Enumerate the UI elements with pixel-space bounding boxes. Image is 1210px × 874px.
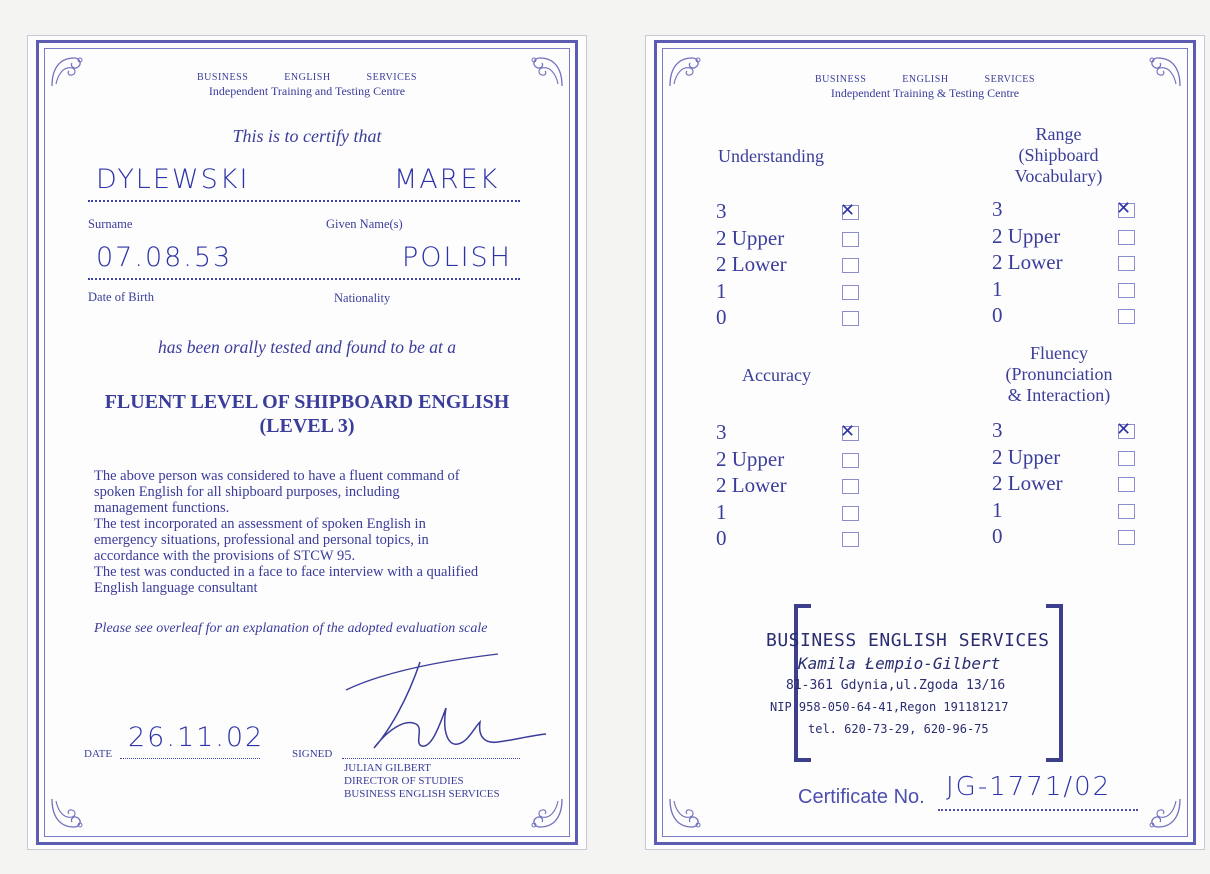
checkbox-fluency-0[interactable]: [1118, 530, 1135, 545]
level-label: 1: [992, 497, 1003, 522]
header-word: BUSINESS: [815, 74, 867, 85]
certify-text: This is to certify that: [232, 126, 382, 146]
corner-ornament-icon: [668, 797, 702, 831]
checkbox-understanding-2-upper[interactable]: [842, 232, 859, 247]
stamp-line: NIP 958-050-64-41,Regon 191181217: [770, 700, 1009, 714]
stamp-line: BUSINESS ENGLISH SERVICES: [766, 630, 1050, 651]
body-line: emergency situations, professional and personal topics, in: [94, 532, 429, 548]
checkbox-range-3[interactable]: [1118, 203, 1135, 218]
corner-ornament-icon: [50, 797, 84, 831]
body-line: English language consultant: [94, 580, 258, 596]
certificate-number-line: [938, 809, 1138, 811]
scale-row: [992, 224, 1142, 251]
nationality-label: Nationality: [334, 291, 391, 305]
corner-ornament-icon: [1148, 797, 1182, 831]
header-subtitle: Independent Training and Testing Centre: [208, 84, 406, 98]
scale-range: [992, 197, 1142, 330]
signed-label: SIGNED: [292, 748, 333, 760]
category-label-line: Vocabulary): [1014, 166, 1103, 186]
checkbox-understanding-1[interactable]: [842, 285, 859, 300]
category-range-label: [986, 124, 1131, 187]
scale-row: [716, 526, 866, 553]
level-label: 2 Upper: [716, 225, 785, 250]
checkbox-fluency-3[interactable]: [1118, 424, 1135, 439]
level-label: 3: [716, 199, 727, 223]
scale-row: [716, 252, 866, 279]
scale-row: [716, 420, 866, 447]
category-label-line: & Interaction): [1007, 385, 1111, 405]
date-label: DATE: [84, 748, 113, 760]
overleaf-note: Please see overleaf for an explanation of the adopted evaluation scale: [94, 621, 488, 636]
stamp-line: Kamila Łempio-Gilbert: [798, 654, 1001, 673]
level-label: 1: [716, 278, 727, 303]
scale-row: [992, 250, 1142, 277]
signer-block: [344, 762, 500, 801]
level-subtitle: (LEVEL 3): [259, 415, 355, 437]
stamp-line: tel. 620-73-29, 620-96-75: [808, 722, 989, 736]
level-label: 0: [992, 524, 1003, 548]
header-word: ENGLISH: [284, 72, 331, 83]
tested-text: has been orally tested and found to be at a: [158, 337, 456, 357]
scale-row: [716, 226, 866, 253]
level-label: 3: [992, 197, 1003, 221]
level-label: 2 Upper: [992, 444, 1061, 469]
header-word: ENGLISH: [902, 74, 949, 85]
scale-row: [992, 498, 1142, 525]
checkbox-fluency-2-lower[interactable]: [1118, 477, 1135, 492]
level-title: FLUENT LEVEL OF SHIPBOARD ENGLISH: [104, 391, 510, 413]
signer-name: JULIAN GILBERT: [344, 762, 432, 774]
given-name-label: Given Name(s): [326, 217, 403, 231]
scale-row: [716, 500, 866, 527]
level-label: 0: [992, 303, 1003, 327]
checkbox-understanding-2-lower[interactable]: [842, 258, 859, 273]
header-word: SERVICES: [366, 72, 417, 83]
level-label: 3: [992, 418, 1003, 442]
body-line: accordance with the provisions of STCW 95.: [94, 548, 356, 564]
scale-row: [716, 305, 866, 332]
given-name-value: MAREK: [394, 164, 500, 195]
checkbox-accuracy-3[interactable]: [842, 426, 859, 441]
checkbox-range-1[interactable]: [1118, 283, 1135, 298]
certificate-front-page: [27, 35, 587, 850]
scale-row: [992, 197, 1142, 224]
checkbox-understanding-3[interactable]: [842, 205, 859, 220]
signature-drawing: [328, 648, 558, 760]
category-label-line: Fluency: [1030, 343, 1088, 363]
level-label: 2 Lower: [716, 252, 787, 276]
level-label: 3: [716, 420, 727, 444]
level-label: 0: [716, 526, 727, 550]
body-line: The test was conducted in a face to face interview with a qualified: [94, 564, 479, 580]
surname-label: Surname: [88, 217, 133, 231]
checkbox-accuracy-1[interactable]: [842, 506, 859, 521]
nationality-value: POLISH: [402, 242, 512, 273]
level-label: 2 Lower: [992, 250, 1063, 274]
scale-row: [716, 279, 866, 306]
checkbox-understanding-0[interactable]: [842, 311, 859, 326]
checkbox-fluency-1[interactable]: [1118, 504, 1135, 519]
certificate-body: [94, 468, 554, 596]
scale-row: [716, 473, 866, 500]
header-org-words: [646, 74, 1204, 85]
checkbox-range-2-lower[interactable]: [1118, 256, 1135, 271]
checkbox-accuracy-2-upper[interactable]: [842, 453, 859, 468]
scale-row: [992, 418, 1142, 445]
category-label-line: (Pronunciation: [1005, 364, 1113, 384]
category-fluency-label: [984, 343, 1134, 406]
checkbox-accuracy-2-lower[interactable]: [842, 479, 859, 494]
level-label: 2 Lower: [716, 473, 787, 497]
certificate-number-label: Certificate No.: [798, 786, 925, 808]
category-label-line: Range: [1035, 124, 1082, 144]
scale-understanding: [716, 199, 866, 332]
body-line: The test incorporated an assessment of spoken English in: [94, 516, 426, 532]
dob-label: Date of Birth: [88, 290, 154, 304]
level-label: 2 Upper: [992, 223, 1061, 248]
header-word: SERVICES: [984, 74, 1035, 85]
checkbox-fluency-2-upper[interactable]: [1118, 451, 1135, 466]
checkbox-accuracy-0[interactable]: [842, 532, 859, 547]
category-understanding-label: Understanding: [718, 146, 824, 166]
body-line: The above person was considered to have a fluent command of: [94, 468, 460, 484]
checkbox-range-0[interactable]: [1118, 309, 1135, 324]
level-label: 2 Upper: [716, 446, 785, 471]
scale-row: [992, 445, 1142, 472]
surname-value: DYLEWSKI: [96, 164, 250, 195]
scale-row: [992, 303, 1142, 330]
stamp-bracket-right: [1046, 604, 1063, 762]
scale-row: [716, 447, 866, 474]
signer-org: BUSINESS ENGLISH SERVICES: [344, 788, 500, 800]
signed-line: [342, 758, 520, 759]
corner-ornament-icon: [530, 797, 564, 831]
date-line: [120, 758, 260, 759]
certificate-back-page: [645, 35, 1205, 850]
dob-value: 07.08.53: [96, 242, 233, 273]
category-accuracy-label: Accuracy: [742, 365, 811, 385]
scale-row: [992, 277, 1142, 304]
signer-title: DIRECTOR OF STUDIES: [344, 775, 464, 787]
scale-row: [992, 471, 1142, 498]
body-line: spoken English for all shipboard purposes, including: [94, 484, 400, 500]
scale-row: [716, 199, 866, 226]
scale-fluency: [992, 418, 1142, 551]
header-subtitle: Independent Training & Testing Centre: [830, 86, 1020, 100]
level-label: 1: [716, 499, 727, 524]
certificate-number-value: JG-1771/02: [946, 772, 1112, 802]
stamp-line: 81-361 Gdynia,ul.Zgoda 13/16: [786, 678, 1006, 693]
level-label: 0: [716, 305, 727, 329]
scale-row: [992, 524, 1142, 551]
level-label: 1: [992, 276, 1003, 301]
category-label-line: (Shipboard: [1018, 145, 1099, 165]
header-org-words: [28, 72, 586, 83]
level-label: 2 Lower: [992, 471, 1063, 495]
header-word: BUSINESS: [197, 72, 249, 83]
scale-accuracy: [716, 420, 866, 553]
body-line: management functions.: [94, 500, 230, 516]
checkbox-range-2-upper[interactable]: [1118, 230, 1135, 245]
date-value: 26.11.02: [128, 722, 265, 753]
